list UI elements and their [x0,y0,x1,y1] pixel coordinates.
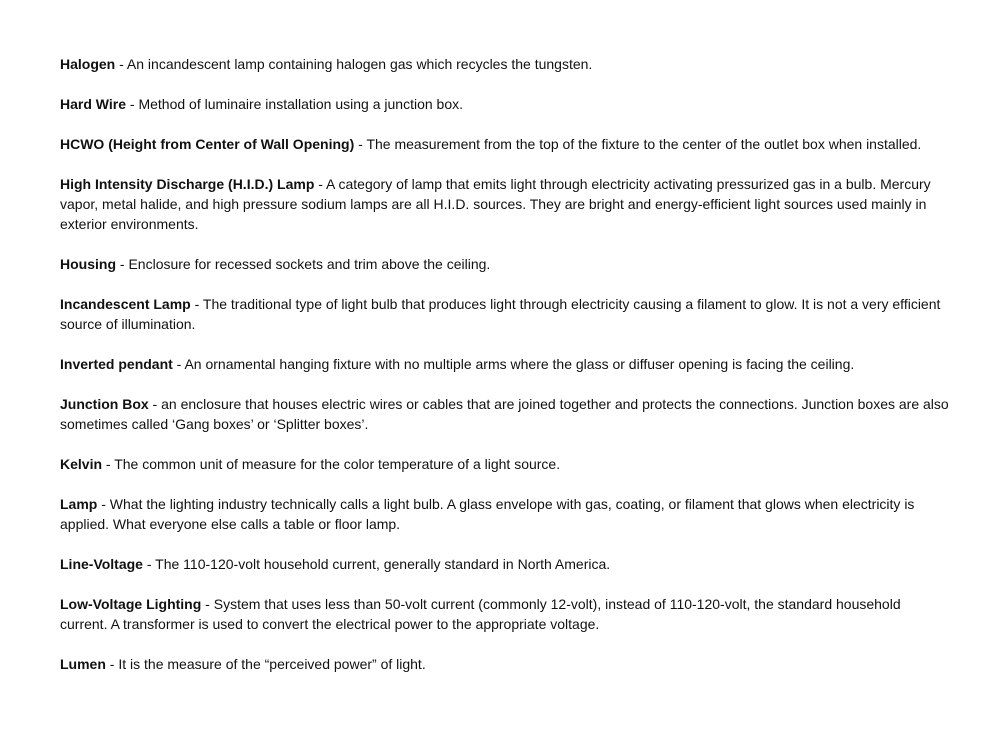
entry-term: Halogen [60,56,116,72]
entry-separator: - [201,596,214,612]
entry-definition: An incandescent lamp containing halogen gas which recycles the tungsten. [126,56,593,72]
entry-definition: Enclosure for recessed sockets and trim above the ceiling. [128,256,491,272]
glossary-entry-junction-box [60,394,950,434]
entry-separator: - [190,296,203,312]
glossary-entry-low-voltage-lighting [60,594,950,634]
entry-separator: - [102,456,115,472]
glossary-entry-incandescent-lamp [60,294,950,334]
glossary-entry-kelvin [60,454,950,474]
entry-separator: - [126,96,139,112]
entry-definition: The 110-120-volt household current, generally standard in North America. [155,556,611,572]
entry-term: Low-Voltage Lighting [60,596,202,612]
entry-separator: - [314,176,327,192]
entry-term: Lumen [60,656,106,672]
entry-separator: - [148,396,162,412]
entry-term: Kelvin [60,456,103,472]
glossary-entry-hard-wire [60,94,950,114]
entry-definition: System that uses less than 50-volt current (commonly 12-volt), instead of 110-120-volt, the standard household current. A transformer is used to convert the electrical power to the appropriate voltage. [60,596,901,632]
entry-term: Lamp [60,496,98,512]
entry-definition: The measurement from the top of the fixture to the center of the outlet box when installed. [366,136,922,152]
entry-definition: An ornamental hanging fixture with no multiple arms where the glass or diffuser opening is facing the ceiling. [184,356,855,372]
entry-term: Junction Box [60,396,149,412]
glossary-entry-line-voltage [60,554,950,574]
entry-definition: The common unit of measure for the color temperature of a light source. [114,456,561,472]
entry-separator: - [105,656,119,672]
entry-term: HCWO (Height from Center of Wall Opening) [60,136,355,152]
glossary-list [60,54,950,694]
glossary-entry-inverted-pendant [60,354,950,374]
entry-separator: - [142,556,156,572]
entry-separator: - [354,136,367,152]
entry-separator: - [172,356,185,372]
entry-term: Housing [60,256,116,272]
glossary-entry-hid-lamp [60,174,950,234]
entry-definition: The traditional type of light bulb that produces light through electricity causing a filament to glow. It is not a very efficient source of illumination. [60,296,941,332]
entry-term: Incandescent Lamp [60,296,191,312]
entry-term: Inverted pendant [60,356,173,372]
entry-definition: Method of luminaire installation using a junction box. [138,96,463,112]
entry-separator: - [116,256,129,272]
glossary-entry-housing [60,254,950,274]
glossary-entry-lamp [60,494,950,534]
entry-term: Line-Voltage [60,556,143,572]
entry-definition: an enclosure that houses electric wires or cables that are joined together and protects the connections. Junction boxes are also sometimes called ‘Gang boxes’ or ‘Splitter boxes’. [60,396,949,432]
entry-definition: A category of lamp that emits light through electricity activating pressurized gas in a bulb. Mercury vapor, metal halide, and high pressure sodium lamps are all H.I.D. sources. They are bright and energy-efficient light sources used mainly in exterior environments. [60,176,931,232]
glossary-entry-lumen [60,654,950,674]
glossary-entry-hcwo [60,134,950,154]
entry-separator: - [115,56,127,72]
entry-definition: What the lighting industry technically calls a light bulb. A glass envelope with gas, coating, or filament that glows when electricity is applied. What everyone else calls a table or floor lamp. [60,496,915,532]
glossary-entry-halogen [60,54,950,74]
entry-separator: - [97,496,110,512]
entry-term: Hard Wire [60,96,127,112]
entry-term: High Intensity Discharge (H.I.D.) Lamp [60,176,315,192]
entry-definition: It is the measure of the “perceived power” of light. [118,656,426,672]
